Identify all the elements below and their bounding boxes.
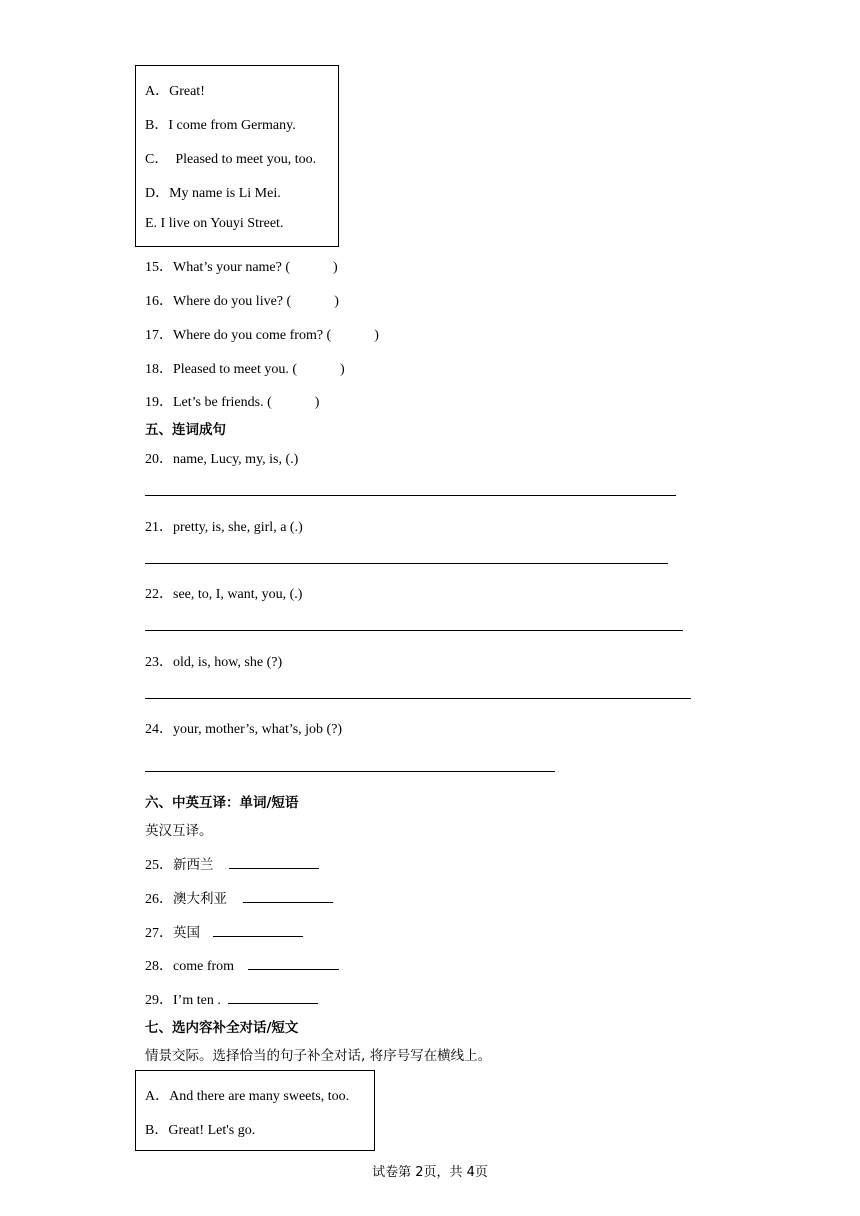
question-25 (145, 853, 214, 874)
question-number: 15． (145, 260, 173, 275)
question-text: 新西兰 (173, 857, 214, 873)
question-29 (145, 989, 221, 1009)
option-e: E. I live on Youyi Street. (145, 216, 284, 231)
question-text: Where do you live? ( (173, 294, 292, 309)
answer-blank-25[interactable] (229, 868, 319, 869)
section-7-instruction: 情景交际。选择恰当的句子补全对话, 将序号写在横线上。 (145, 1048, 492, 1064)
answer-line-24[interactable] (145, 771, 555, 772)
option-b: B．I come from Germany. (145, 118, 296, 133)
close-paren: ) (340, 362, 345, 377)
close-paren: ) (374, 328, 379, 343)
question-number: 17． (145, 328, 173, 343)
question-22 (145, 583, 302, 603)
question-number: 25． (145, 858, 173, 873)
question-28 (145, 955, 234, 975)
question-18 (145, 358, 345, 378)
question-number: 24． (145, 722, 173, 737)
close-paren: ) (334, 294, 339, 309)
question-text: Let’s be friends. ( (173, 395, 272, 410)
section-6-instruction: 英汉互译。 (145, 823, 213, 839)
option-c: C． Pleased to meet you, too. (145, 152, 317, 167)
close-paren: ) (333, 260, 338, 275)
page-footer: 试卷第 2页，共 4页 (372, 1165, 488, 1180)
question-17 (145, 324, 379, 344)
section-6-title: 六、中英互译：单词/短语 (145, 795, 299, 811)
answer-line-22[interactable] (145, 630, 683, 631)
question-text: 澳大利亚 (173, 891, 227, 907)
section-7-title: 七、选内容补全对话/短文 (145, 1020, 299, 1036)
question-number: 29． (145, 993, 173, 1008)
question-number: 26． (145, 892, 173, 907)
question-number: 21． (145, 520, 173, 535)
option-a-2: A．And there are many sweets, too. (145, 1089, 350, 1104)
question-15 (145, 256, 338, 276)
option-d: D．My name is Li Mei. (145, 186, 281, 201)
answer-blank-29[interactable] (228, 1003, 318, 1004)
question-26 (145, 887, 227, 908)
question-27 (145, 921, 200, 942)
question-number: 16． (145, 294, 173, 309)
question-16 (145, 290, 339, 310)
answer-line-23[interactable] (145, 698, 691, 699)
question-text: Pleased to meet you. ( (173, 362, 298, 377)
question-text: your, mother’s, what’s, job (?) (173, 722, 343, 737)
answer-blank-26[interactable] (243, 902, 333, 903)
question-19 (145, 391, 319, 411)
question-text: pretty, is, she, girl, a (.) (173, 520, 303, 535)
question-number: 18． (145, 362, 173, 377)
question-number: 27． (145, 926, 173, 941)
question-text: 英国 (173, 925, 200, 941)
option-b-2: B．Great! Let's go. (145, 1123, 256, 1138)
question-text: What’s your name? ( (173, 260, 291, 275)
section-5-title: 五、连词成句 (145, 422, 226, 438)
question-23 (145, 651, 282, 671)
question-text: old, is, how, she (?) (173, 655, 283, 670)
question-number: 19． (145, 395, 173, 410)
question-24 (145, 718, 342, 738)
option-a: A．Great! (145, 84, 205, 99)
question-text: Where do you come from? ( (173, 328, 332, 343)
question-number: 22． (145, 587, 173, 602)
answer-line-21[interactable] (145, 563, 668, 564)
question-21 (145, 516, 303, 536)
question-text: come from (173, 959, 235, 974)
question-number: 23． (145, 655, 173, 670)
question-20 (145, 448, 298, 468)
answer-line-20[interactable] (145, 495, 676, 496)
answer-blank-27[interactable] (213, 936, 303, 937)
answer-blank-28[interactable] (248, 969, 339, 970)
question-text: name, Lucy, my, is, (.) (173, 452, 299, 467)
question-text: see, to, I, want, you, (.) (173, 587, 303, 602)
question-number: 28． (145, 959, 173, 974)
question-text: I’m ten . (173, 993, 221, 1008)
question-number: 20． (145, 452, 173, 467)
close-paren: ) (314, 395, 320, 410)
